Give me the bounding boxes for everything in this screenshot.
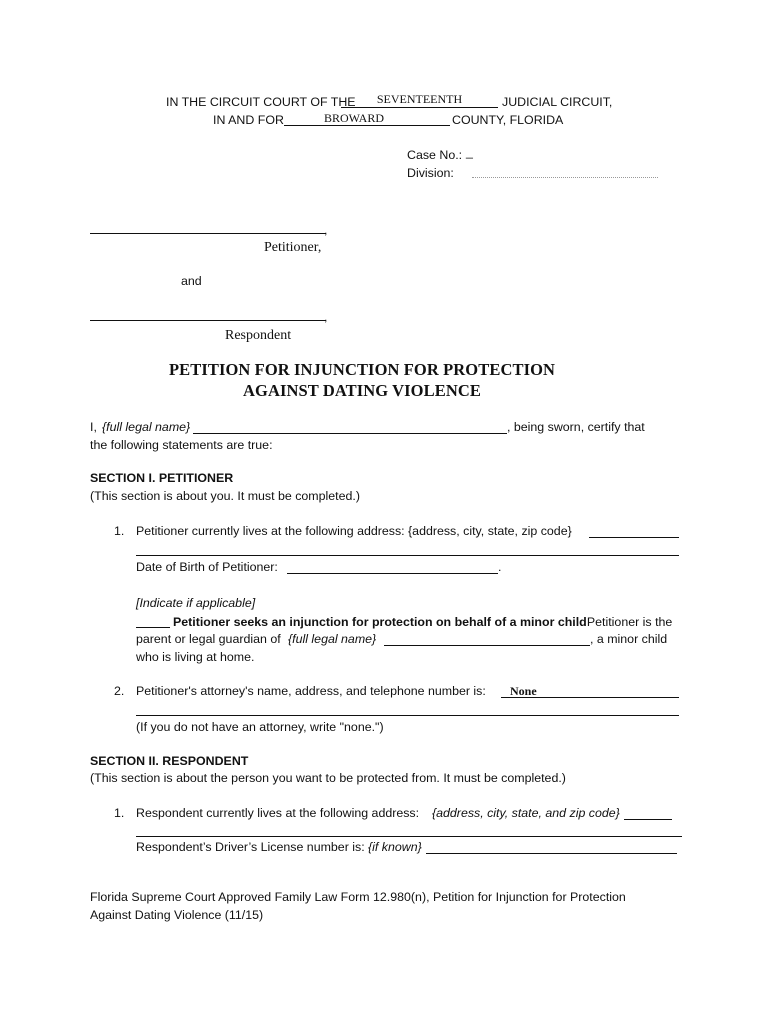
minor-checkbox-line[interactable] [136,627,170,628]
respondent-name-line[interactable] [90,320,326,321]
dob-end: . [498,560,502,574]
and-label: and [181,274,202,288]
attorney-field-2[interactable] [136,715,679,716]
intro-prefix: I, [90,420,97,434]
respondent-label: Respondent [225,328,292,343]
circuit-prefix: IN THE CIRCUIT COURT OF THE [166,95,356,109]
respondent-address-field-1[interactable] [624,819,672,820]
attorney-label: Petitioner's attorney's name, address, and telephone number is: [136,684,486,698]
indicate-note: [Indicate if applicable] [136,596,256,610]
division-label: Division: [407,166,454,180]
circuit-field-value[interactable]: SEVENTEENTH [376,92,463,106]
license-label: Respondent’s Driver’s License number is: [136,840,365,854]
case-no-label: Case No.: [407,148,463,162]
attorney-field-value[interactable]: None [510,684,537,698]
guardian-suffix: , a minor child [590,632,668,646]
guardian-name-field[interactable] [384,645,590,646]
circuit-field-line [341,107,498,108]
footer-line1: Florida Supreme Court Approved Family Law Form 12.980(n), Petition for Injunction for Protection [90,890,626,904]
section2-heading: SECTION II. RESPONDENT [90,754,249,768]
county-suffix: COUNTY, FLORIDA [452,113,564,127]
petitioner-address-field-2[interactable] [136,555,679,556]
license-field[interactable] [426,853,677,854]
petitioner-label: Petitioner, [264,240,322,255]
license-hint: {if known} [368,840,422,854]
intro-name-hint: {full legal name} [102,420,191,434]
respondent-comma: , [324,310,328,324]
section1-heading: SECTION I. PETITIONER [90,471,234,485]
petitioner-comma: , [324,223,328,237]
dob-label: Date of Birth of Petitioner: [136,560,278,574]
respondent-address-field-2[interactable] [136,836,682,837]
petitioner-address-field-1[interactable] [589,537,679,538]
dob-field[interactable] [287,573,498,574]
attorney-note: (If you do not have an attorney, write "none.") [136,720,384,734]
section1-note: (This section is about you. It must be completed.) [90,489,360,503]
respondent-address-hint: {address, city, state, and zip code} [432,806,620,820]
section1-item2-number: 2. [114,684,125,698]
minor-statement-tail: . Petitioner is the [580,615,673,629]
intro-name-field[interactable] [193,433,507,434]
guardian-hint: {full legal name} [288,632,377,646]
case-no-field[interactable]: _ [466,145,473,159]
respondent-address-label: Respondent currently lives at the following address: [136,806,420,820]
guardian-prefix: parent or legal guardian of [136,632,281,646]
circuit-suffix: JUDICIAL CIRCUIT, [502,95,613,109]
intro-line2: the following statements are true: [90,438,273,452]
division-field[interactable] [472,177,658,178]
living-at-home: who is living at home. [136,650,255,664]
county-field-value[interactable]: BROWARD [323,111,384,125]
section1-item1-number: 1. [114,524,125,538]
document-title-line2: AGAINST DATING VIOLENCE [243,381,481,400]
intro-suffix: , being sworn, certify that [507,420,645,434]
section2-item1-number: 1. [114,806,125,820]
petitioner-address-label: Petitioner currently lives at the following address: {address, city, state, zip code} [136,524,572,538]
minor-statement: Petitioner seeks an injunction for protection on behalf of a minor child [173,615,587,629]
section2-note: (This section is about the person you want to be protected from. It must be completed.) [90,771,566,785]
petitioner-name-line[interactable] [90,233,326,234]
county-prefix: IN AND FOR [213,113,284,127]
document-title-line1: PETITION FOR INJUNCTION FOR PROTECTION [168,360,556,379]
footer-line2: Against Dating Violence (11/15) [90,908,264,922]
